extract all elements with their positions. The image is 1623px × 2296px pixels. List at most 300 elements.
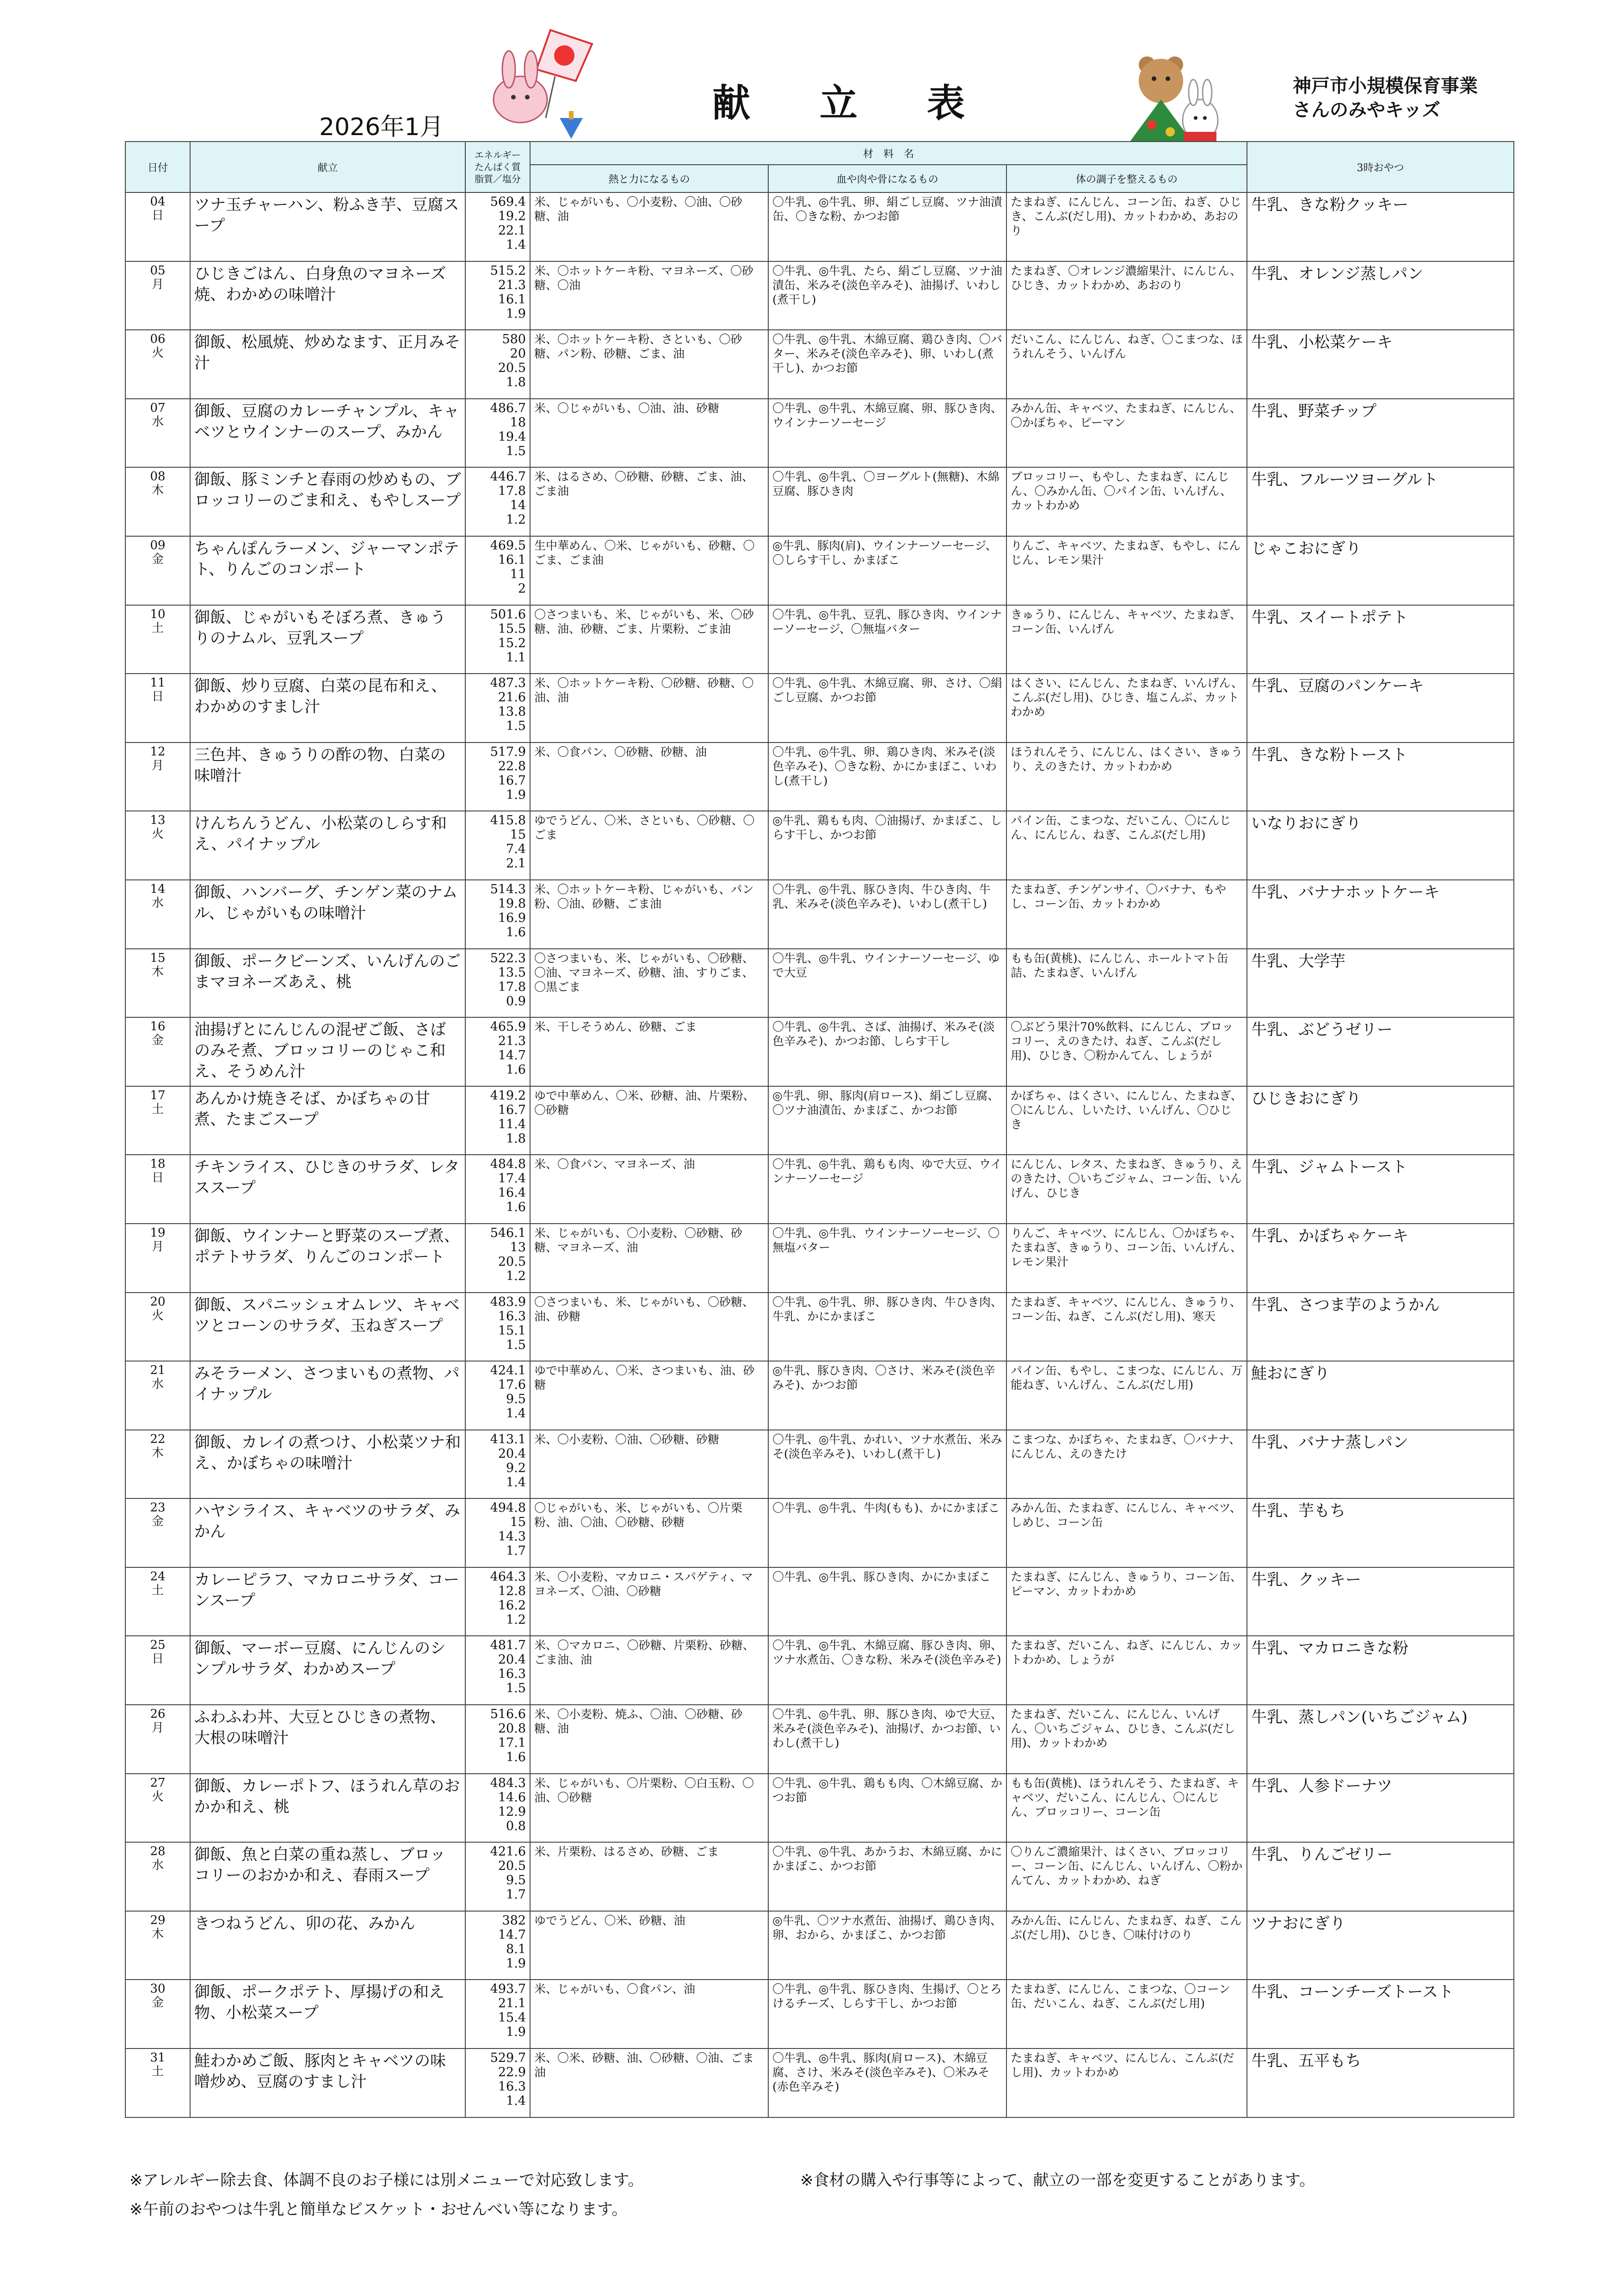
ingredients-heat-cell: 米、〇ホットケーキ粉、さといも、〇砂糖、パン粉、砂糖、ごま、油: [530, 330, 768, 399]
weekday: 金: [151, 1996, 164, 2010]
ingredients-body-cell: たまねぎ、キャベツ、にんじん、こんぶ(だし用)、カットわかめ: [1006, 2048, 1247, 2117]
date-cell: [125, 605, 190, 674]
ingredients-blood-cell: 〇牛乳、◎牛乳、さば、油揚げ、米みそ(淡色辛みそ)、かつお節、しらす干し: [768, 1017, 1006, 1086]
weekday: 月: [151, 1721, 164, 1735]
energy-value: 529.7: [490, 2051, 526, 2066]
fat-value: 12.9: [498, 1804, 526, 1819]
ingredients-heat-cell: 〇じゃがいも、米、じゃがいも、〇片栗粉、油、〇油、〇砂糖、砂糖: [530, 1498, 768, 1567]
snack-cell: 牛乳、ジャムトースト: [1247, 1155, 1514, 1224]
header-ing-blood: 血や肉や骨になるもの: [768, 165, 1006, 192]
ingredients-heat-cell: 米、じゃがいも、〇小麦粉、〇油、〇砂糖、油: [530, 192, 768, 261]
energy-value: 546.1: [490, 1225, 526, 1240]
fat-value: 14.7: [498, 1048, 526, 1063]
ingredients-blood-cell: 〇牛乳、◎牛乳、木綿豆腐、卵、さけ、〇絹ごし豆腐、かつお節: [768, 674, 1006, 743]
ingredients-blood-cell: 〇牛乳、◎牛乳、卵、絹ごし豆腐、ツナ油漬缶、〇きな粉、かつお節: [768, 192, 1006, 261]
ingredients-blood-cell: 〇牛乳、◎牛乳、鶏もも肉、ゆで大豆、ウインナーソーセージ: [768, 1155, 1006, 1224]
nutrition-cell: [465, 1842, 530, 1911]
day-number: 24: [150, 1569, 166, 1584]
menu-cell: 三色丼、きゅうりの酢の物、白菜の味噌汁: [190, 743, 465, 811]
fat-value: 13.8: [498, 705, 526, 719]
menu-cell: 油揚げとにんじんの混ぜご飯、さばのみそ煮、ブロッコリーのじゃこ和え、そうめん汁: [190, 1017, 465, 1086]
snack-cell: 牛乳、クッキー: [1247, 1567, 1514, 1636]
snack-cell: 牛乳、さつま芋のようかん: [1247, 1293, 1514, 1362]
protein-value: 15: [510, 828, 526, 842]
day-number: 10: [150, 607, 166, 621]
snack-cell: 牛乳、ぶどうゼリー: [1247, 1017, 1514, 1086]
day-number: 06: [150, 332, 166, 347]
ingredients-heat-cell: 〇さつまいも、米、じゃがいも、〇砂糖、油、砂糖: [530, 1293, 768, 1362]
day-number: 14: [150, 882, 166, 896]
header-ing-body: 体の調子を整えるもの: [1006, 165, 1247, 192]
ingredients-heat-cell: 米、〇ホットケーキ粉、マヨネーズ、〇砂糖、〇油: [530, 261, 768, 330]
ingredients-heat-cell: 〇さつまいも、米、じゃがいも、米、〇砂糖、油、砂糖、ごま、片栗粉、ごま油: [530, 605, 768, 674]
snack-cell: 牛乳、フルーツヨーグルト: [1247, 467, 1514, 536]
ingredients-blood-cell: 〇牛乳、◎牛乳、かれい、ツナ水煮缶、米みそ(淡色辛みそ)、いわし(煮干し): [768, 1430, 1006, 1499]
ingredients-blood-cell: 〇牛乳、◎牛乳、豚ひき肉、牛ひき肉、牛乳、米みそ(淡色辛みそ)、いわし(煮干し): [768, 880, 1006, 949]
fat-value: 22.1: [498, 223, 526, 238]
table-row: [125, 1361, 1514, 1430]
energy-value: 494.8: [490, 1501, 526, 1516]
protein-value: 21.3: [498, 278, 526, 292]
protein-value: 18: [510, 415, 526, 430]
menu-cell: カレーピラフ、マカロニサラダ、コーンスープ: [190, 1567, 465, 1636]
header-date: 日付: [125, 142, 190, 192]
organization: [1293, 74, 1478, 122]
table-row: [125, 1911, 1514, 1980]
protein-value: 22.8: [498, 759, 526, 774]
menu-cell: 御飯、ポークポテト、厚揚げの和え物、小松菜スープ: [190, 1980, 465, 2048]
table-row: [125, 949, 1514, 1018]
ingredients-body-cell: たまねぎ、にんじん、こまつな、〇コーン缶、だいこん、ねぎ、こんぶ(だし用): [1006, 1980, 1247, 2048]
salt-value: 1.9: [506, 306, 526, 321]
ingredients-blood-cell: 〇牛乳、◎牛乳、卵、豚ひき肉、牛ひき肉、牛乳、かにかまぼこ: [768, 1293, 1006, 1362]
salt-value: 1.4: [506, 1406, 526, 1421]
snack-cell: 牛乳、野菜チップ: [1247, 399, 1514, 468]
table-row: [125, 674, 1514, 743]
nutrition-cell: [465, 1705, 530, 1774]
protein-value: 14.6: [498, 1790, 526, 1805]
table-row: [125, 192, 1514, 261]
menu-cell: 御飯、カレイの煮つけ、小松菜ツナ和え、かぼちゃの味噌汁: [190, 1430, 465, 1499]
nutrition-cell: [465, 1361, 530, 1430]
weekday: 木: [151, 965, 164, 979]
ingredients-body-cell: こまつな、かぼちゃ、たまねぎ、〇バナナ、にんじん、えのきたけ: [1006, 1430, 1247, 1499]
salt-value: 1.9: [506, 787, 526, 802]
date-cell: [125, 1705, 190, 1774]
date-cell: [125, 467, 190, 536]
weekday: 水: [151, 896, 164, 910]
snack-cell: ひじきおにぎり: [1247, 1086, 1514, 1155]
salt-value: 1.5: [506, 1337, 526, 1352]
ingredients-blood-cell: ◎牛乳、卵、豚肉(肩ロース)、絹ごし豆腐、〇ツナ油漬缶、かまぼこ、かつお節: [768, 1086, 1006, 1155]
protein-value: 14.7: [498, 1927, 526, 1942]
header-ingredients: 材 料 名: [530, 142, 1247, 165]
ingredients-body-cell: りんご、キャベツ、にんじん、〇かぼちゃ、たまねぎ、きゅうり、コーン缶、いんげん、レモン果汁: [1006, 1224, 1247, 1293]
menu-cell: 御飯、スパニッシュオムレツ、キャベツとコーンのサラダ、玉ねぎスープ: [190, 1293, 465, 1362]
weekday: 水: [151, 1858, 164, 1873]
ingredients-blood-cell: 〇牛乳、◎牛乳、木綿豆腐、豚ひき肉、卵、ツナ水煮缶、〇きな粉、米みそ(淡色辛みそ): [768, 1636, 1006, 1705]
ingredients-heat-cell: 米、〇米、砂糖、油、〇砂糖、〇油、ごま油: [530, 2048, 768, 2117]
ingredients-blood-cell: 〇牛乳、◎牛乳、卵、豚ひき肉、ゆで大豆、米みそ(淡色辛みそ)、油揚げ、かつお節、いわし(煮干し): [768, 1705, 1006, 1774]
weekday: 土: [151, 1583, 164, 1597]
menu-table-body: [125, 192, 1514, 2117]
fat-value: 17.1: [498, 1736, 526, 1751]
protein-value: 12.8: [498, 1584, 526, 1598]
table-row: [125, 261, 1514, 330]
date-cell: [125, 1980, 190, 2048]
snack-cell: 牛乳、人参ドーナツ: [1247, 1774, 1514, 1843]
ingredients-blood-cell: 〇牛乳、◎牛乳、木綿豆腐、鶏ひき肉、〇バター、米みそ(淡色辛みそ)、卵、いわし(煮干し)、かつお節: [768, 330, 1006, 399]
day-number: 07: [150, 401, 166, 415]
page-title: 献立表: [712, 81, 1035, 125]
protein-value: 17.4: [498, 1171, 526, 1186]
nutrition-cell: [465, 399, 530, 468]
salt-value: 1.6: [506, 1200, 526, 1215]
salt-value: 1.9: [506, 1956, 526, 1971]
ingredients-heat-cell: 米、〇食パン、マヨネーズ、油: [530, 1155, 768, 1224]
ingredients-heat-cell: 米、じゃがいも、〇小麦粉、〇砂糖、砂糖、マヨネーズ、油: [530, 1224, 768, 1293]
energy-value: 465.9: [490, 1020, 526, 1034]
date-cell: [125, 330, 190, 399]
date-cell: [125, 1017, 190, 1086]
nutrition-cell: [465, 2048, 530, 2117]
ingredients-body-cell: たまねぎ、にんじん、コーン缶、ねぎ、ひじき、こんぶ(だし用)、カットわかめ、あおのり: [1006, 192, 1247, 261]
menu-cell: あんかけ焼きそば、かぼちゃの甘煮、たまごスープ: [190, 1086, 465, 1155]
energy-value: 522.3: [490, 951, 526, 965]
energy-value: 446.7: [490, 470, 526, 484]
table-row: [125, 467, 1514, 536]
salt-value: 1.8: [506, 375, 526, 390]
menu-cell: 御飯、魚と白菜の重ね蒸し、ブロッコリーのおかか和え、春雨スープ: [190, 1842, 465, 1911]
snack-cell: 牛乳、きな粉トースト: [1247, 743, 1514, 811]
protein-value: 13.5: [498, 965, 526, 980]
ingredients-body-cell: だいこん、にんじん、ねぎ、〇こまつな、ほうれんそう、いんげん: [1006, 330, 1247, 399]
rabbit-kite-illustration: [476, 25, 611, 141]
footer-note-change: ※食材の購入や行事等によって、献立の一部を変更することがあります。: [800, 2171, 1315, 2190]
snack-cell: 鮭おにぎり: [1247, 1361, 1514, 1430]
table-row: [125, 1224, 1514, 1293]
ingredients-body-cell: ブロッコリー、もやし、たまねぎ、にんじん、〇みかん缶、〇パイン缶、いんげん、カットわかめ: [1006, 467, 1247, 536]
weekday: 月: [151, 758, 164, 773]
header-fat-salt: 脂質／塩分: [475, 173, 521, 185]
org-line-2: さんのみやキッズ: [1293, 99, 1441, 121]
energy-value: 501.6: [490, 607, 526, 622]
date-cell: [125, 1086, 190, 1155]
header-ing-heat: 熱と力になるもの: [530, 165, 768, 192]
fat-value: 16.7: [498, 773, 526, 788]
date-cell: [125, 811, 190, 880]
table-row: [125, 1980, 1514, 2048]
protein-value: 19.8: [498, 896, 526, 911]
day-number: 11: [150, 676, 166, 690]
table-row: [125, 1774, 1514, 1843]
nutrition-cell: [465, 467, 530, 536]
date-cell: [125, 880, 190, 949]
salt-value: 1.7: [506, 1544, 526, 1559]
table-row: [125, 399, 1514, 468]
salt-value: 1.4: [506, 238, 526, 252]
weekday: 日: [151, 1171, 164, 1185]
table-row: [125, 743, 1514, 811]
nutrition-cell: [465, 674, 530, 743]
ingredients-heat-cell: 米、〇小麦粉、〇油、〇砂糖、砂糖: [530, 1430, 768, 1499]
table-row: [125, 1293, 1514, 1362]
ingredients-blood-cell: 〇牛乳、◎牛乳、豚ひき肉、生揚げ、〇とろけるチーズ、しらす干し、かつお節: [768, 1980, 1006, 2048]
fat-value: 16.3: [498, 1667, 526, 1682]
nutrition-cell: [465, 1980, 530, 2048]
protein-value: 17.8: [498, 484, 526, 499]
salt-value: 1.5: [506, 444, 526, 458]
menu-cell: ツナ玉チャーハン、粉ふき芋、豆腐スープ: [190, 192, 465, 261]
energy-value: 569.4: [490, 195, 526, 209]
snack-cell: 牛乳、大学芋: [1247, 949, 1514, 1018]
energy-value: 483.9: [490, 1294, 526, 1309]
ingredients-heat-cell: 米、じゃがいも、〇片栗粉、〇白玉粉、〇油、〇砂糖: [530, 1774, 768, 1843]
date-cell: [125, 949, 190, 1018]
table-row: [125, 880, 1514, 949]
date-cell: [125, 2048, 190, 2117]
date-cell: [125, 1155, 190, 1224]
ingredients-blood-cell: 〇牛乳、◎牛乳、豆乳、豚ひき肉、ウインナーソーセージ、〇無塩バター: [768, 605, 1006, 674]
weekday: 日: [151, 690, 164, 704]
weekday: 火: [151, 1789, 164, 1804]
menu-cell: 御飯、豚ミンチと春雨の炒めもの、ブロッコリーのごま和え、もやしスープ: [190, 467, 465, 536]
menu-cell: 御飯、豆腐のカレーチャンプル、キャベツとウインナーのスープ、みかん: [190, 399, 465, 468]
weekday: 木: [151, 483, 164, 498]
energy-value: 486.7: [490, 401, 526, 415]
header-energy: エネルギー: [475, 149, 521, 161]
day-number: 23: [150, 1501, 166, 1515]
nutrition-cell: [465, 1636, 530, 1705]
snack-cell: 牛乳、五平もち: [1247, 2048, 1514, 2117]
salt-value: 0.8: [506, 1819, 526, 1833]
protein-value: 19.2: [498, 209, 526, 223]
menu-cell: けんちんうどん、小松菜のしらす和え、パイナップル: [190, 811, 465, 880]
snack-cell: 牛乳、オレンジ蒸しパン: [1247, 261, 1514, 330]
nutrition-cell: [465, 1224, 530, 1293]
ingredients-body-cell: 〇ぶどう果汁70%飲料、にんじん、ブロッコリー、えのきたけ、ねぎ、こんぶ(だし用)、ひじき、〇粉かんてん、しょうが: [1006, 1017, 1247, 1086]
energy-value: 382: [502, 1913, 526, 1928]
ingredients-body-cell: みかん缶、たまねぎ、にんじん、キャベツ、しめじ、コーン缶: [1006, 1498, 1247, 1567]
date-cell: [125, 1361, 190, 1430]
fat-value: 15.2: [498, 636, 526, 650]
ingredients-blood-cell: 〇牛乳、◎牛乳、あかうお、木綿豆腐、かにかまぼこ、かつお節: [768, 1842, 1006, 1911]
snack-cell: いなりおにぎり: [1247, 811, 1514, 880]
weekday: 水: [151, 1377, 164, 1392]
protein-value: 20.4: [498, 1652, 526, 1667]
date-cell: [125, 1911, 190, 1980]
day-number: 05: [150, 263, 166, 278]
weekday: 土: [151, 1102, 164, 1116]
ingredients-blood-cell: 〇牛乳、◎牛乳、木綿豆腐、卵、豚ひき肉、ウインナーソーセージ: [768, 399, 1006, 468]
ingredients-body-cell: かぼちゃ、はくさい、にんじん、たまねぎ、〇にんじん、しいたけ、いんげん、〇ひじき: [1006, 1086, 1247, 1155]
nutrition-cell: [465, 1293, 530, 1362]
energy-value: 419.2: [490, 1088, 526, 1103]
menu-cell: チキンライス、ひじきのサラダ、レタススープ: [190, 1155, 465, 1224]
day-number: 25: [150, 1638, 166, 1652]
table-row: [125, 536, 1514, 605]
ingredients-body-cell: みかん缶、にんじん、たまねぎ、ねぎ、こんぶ(だし用)、ひじき、〇味付けのり: [1006, 1911, 1247, 1980]
weekday: 月: [151, 1239, 164, 1254]
table-row: [125, 1430, 1514, 1499]
energy-value: 484.8: [490, 1157, 526, 1172]
ingredients-body-cell: にんじん、レタス、たまねぎ、きゅうり、えのきたけ、〇いちごジャム、コーン缶、いんげん、ひじき: [1006, 1155, 1247, 1224]
header-menu: 献立: [190, 142, 465, 192]
date-cell: [125, 743, 190, 811]
weekday: 金: [151, 1515, 164, 1529]
protein-value: 22.9: [498, 2065, 526, 2080]
protein-value: 20.5: [498, 1859, 526, 1874]
date-cell: [125, 1842, 190, 1911]
protein-value: 17.6: [498, 1378, 526, 1392]
ingredients-body-cell: みかん缶、キャベツ、たまねぎ、にんじん、〇かぼちゃ、ピーマン: [1006, 399, 1247, 468]
date-cell: [125, 1430, 190, 1499]
energy-value: 469.5: [490, 538, 526, 553]
snack-cell: 牛乳、コーンチーズトースト: [1247, 1980, 1514, 2048]
ingredients-body-cell: たまねぎ、にんじん、きゅうり、コーン缶、ピーマン、カットわかめ: [1006, 1567, 1247, 1636]
ingredients-heat-cell: 米、〇マカロニ、〇砂糖、片栗粉、砂糖、ごま油、油: [530, 1636, 768, 1705]
table-row: [125, 1086, 1514, 1155]
day-number: 18: [150, 1157, 166, 1171]
snack-cell: ツナおにぎり: [1247, 1911, 1514, 1980]
protein-value: 20: [510, 347, 526, 361]
menu-table: [125, 141, 1514, 2118]
ingredients-body-cell: りんご、キャベツ、たまねぎ、もやし、にんじん、レモン果汁: [1006, 536, 1247, 605]
energy-value: 487.3: [490, 676, 526, 691]
ingredients-heat-cell: ゆで中華めん、〇米、砂糖、油、片栗粉、〇砂糖: [530, 1086, 768, 1155]
nutrition-cell: [465, 330, 530, 399]
energy-value: 481.7: [490, 1638, 526, 1653]
salt-value: 1.2: [506, 1612, 526, 1627]
date-cell: [125, 536, 190, 605]
ingredients-heat-cell: 生中華めん、〇米、じゃがいも、砂糖、〇ごま、ごま油: [530, 536, 768, 605]
footer-note-snack: ※午前のおやつは牛乳と簡単なビスケット・おせんべい等になります。: [130, 2200, 628, 2219]
day-number: 26: [150, 1707, 166, 1721]
snack-cell: 牛乳、豆腐のパンケーキ: [1247, 674, 1514, 743]
day-number: 22: [150, 1432, 166, 1446]
nutrition-cell: [465, 261, 530, 330]
day-number: 29: [150, 1913, 166, 1927]
date-cell: [125, 1293, 190, 1362]
menu-cell: ふわふわ丼、大豆とひじきの煮物、大根の味噌汁: [190, 1705, 465, 1774]
weekday: 土: [151, 2065, 164, 2079]
salt-value: 1.1: [506, 650, 526, 665]
day-number: 30: [150, 1982, 166, 1996]
weekday: 日: [151, 209, 164, 223]
salt-value: 0.9: [506, 994, 526, 1009]
ingredients-blood-cell: 〇牛乳、◎牛乳、卵、鶏ひき肉、米みそ(淡色辛みそ)、〇きな粉、かにかまぼこ、いわし(煮干し): [768, 743, 1006, 811]
weekday: 金: [151, 552, 164, 566]
nutrition-cell: [465, 880, 530, 949]
ingredients-heat-cell: 米、〇食パン、〇砂糖、砂糖、油: [530, 743, 768, 811]
menu-cell: ひじきごはん、白身魚のマヨネーズ焼、わかめの味噌汁: [190, 261, 465, 330]
ingredients-blood-cell: ◎牛乳、〇ツナ水煮缶、油揚げ、鶏ひき肉、卵、おから、かまぼこ、かつお節: [768, 1911, 1006, 1980]
date-cell: [125, 1498, 190, 1567]
energy-value: 484.3: [490, 1776, 526, 1790]
weekday: 木: [151, 1927, 164, 1941]
menu-cell: 御飯、マーボー豆腐、にんじんのシンプルサラダ、わかめスープ: [190, 1636, 465, 1705]
date-cell: [125, 1567, 190, 1636]
day-number: 17: [150, 1088, 166, 1102]
ingredients-heat-cell: 米、〇小麦粉、マカロニ・スパゲティ、マヨネーズ、〇油、〇砂糖: [530, 1567, 768, 1636]
ingredients-blood-cell: 〇牛乳、◎牛乳、鶏もも肉、〇木綿豆腐、かつお節: [768, 1774, 1006, 1843]
table-row: [125, 1636, 1514, 1705]
protein-value: 15.5: [498, 621, 526, 636]
menu-cell: 御飯、ハンバーグ、チンゲン菜のナムル、じゃがいもの味噌汁: [190, 880, 465, 949]
weekday: 火: [151, 827, 164, 842]
energy-value: 514.3: [490, 882, 526, 897]
date-cell: [125, 674, 190, 743]
protein-value: 15: [510, 1515, 526, 1530]
ingredients-blood-cell: ◎牛乳、鶏もも肉、〇油揚げ、かまぼこ、しらす干し、かつお節: [768, 811, 1006, 880]
protein-value: 13: [510, 1240, 526, 1255]
nutrition-cell: [465, 192, 530, 261]
date-cell: [125, 399, 190, 468]
fat-value: 7.4: [506, 842, 526, 857]
menu-cell: ちゃんぽんラーメン、ジャーマンポテト、りんごのコンポート: [190, 536, 465, 605]
fat-value: 20.5: [498, 1254, 526, 1269]
day-number: 27: [150, 1776, 166, 1790]
table-row: [125, 330, 1514, 399]
date-cell: [125, 192, 190, 261]
protein-value: 20.4: [498, 1446, 526, 1461]
fat-value: 14.3: [498, 1529, 526, 1544]
day-number: 12: [150, 744, 166, 759]
ingredients-body-cell: たまねぎ、だいこん、ねぎ、にんじん、カットわかめ、しょうが: [1006, 1636, 1247, 1705]
snack-cell: 牛乳、きな粉クッキー: [1247, 192, 1514, 261]
header-snack: 3時おやつ: [1247, 142, 1514, 192]
ingredients-body-cell: たまねぎ、だいこん、にんじん、いんげん、〇いちごジャム、ひじき、こんぶ(だし用)、カットわかめ: [1006, 1705, 1247, 1774]
menu-cell: 御飯、ウインナーと野菜のスープ煮、ポテトサラダ、りんごのコンポート: [190, 1224, 465, 1293]
fat-value: 20.5: [498, 361, 526, 376]
energy-value: 464.3: [490, 1569, 526, 1584]
ingredients-heat-cell: 米、〇ホットケーキ粉、じゃがいも、パン粉、〇油、砂糖、ごま油: [530, 880, 768, 949]
salt-value: 1.2: [506, 1269, 526, 1283]
org-line-1: 神戸市小規模保育事業: [1293, 75, 1478, 97]
menu-cell: 御飯、じゃがいもそぼろ煮、きゅうりのナムル、豆乳スープ: [190, 605, 465, 674]
table-row: [125, 1155, 1514, 1224]
snack-cell: じゃこおにぎり: [1247, 536, 1514, 605]
salt-value: 1.5: [506, 1681, 526, 1696]
ingredients-body-cell: パイン缶、こまつな、だいこん、〇にんじん、にんじん、ねぎ、こんぶ(だし用): [1006, 811, 1247, 880]
footer-note-allergy: ※アレルギー除去食、体調不良のお子様には別メニューで対応致します。: [130, 2171, 644, 2190]
nutrition-cell: [465, 536, 530, 605]
day-number: 13: [150, 813, 166, 828]
date-cell: [125, 1636, 190, 1705]
salt-value: 1.9: [506, 2025, 526, 2040]
snack-cell: 牛乳、芋もち: [1247, 1498, 1514, 1567]
protein-value: 16.1: [498, 552, 526, 567]
ingredients-heat-cell: 米、〇小麦粉、焼ふ、〇油、〇砂糖、砂糖、油: [530, 1705, 768, 1774]
nutrition-cell: [465, 1498, 530, 1567]
fat-value: 8.1: [506, 1942, 526, 1956]
ingredients-heat-cell: ゆでうどん、〇米、砂糖、油: [530, 1911, 768, 1980]
fat-value: 16.1: [498, 292, 526, 307]
protein-value: 16.3: [498, 1309, 526, 1324]
ingredients-blood-cell: 〇牛乳、◎牛乳、ウインナーソーセージ、〇無塩バター: [768, 1224, 1006, 1293]
energy-value: 580: [502, 332, 526, 347]
nutrition-cell: [465, 1567, 530, 1636]
ingredients-heat-cell: 米、じゃがいも、〇食パン、油: [530, 1980, 768, 2048]
nutrition-cell: [465, 949, 530, 1018]
nutrition-cell: [465, 1774, 530, 1843]
salt-value: 1.6: [506, 1063, 526, 1077]
fat-value: 9.5: [506, 1873, 526, 1888]
day-number: 31: [150, 2051, 166, 2065]
snack-cell: 牛乳、小松菜ケーキ: [1247, 330, 1514, 399]
fat-value: 11.4: [498, 1117, 526, 1132]
weekday: 金: [151, 1034, 164, 1048]
